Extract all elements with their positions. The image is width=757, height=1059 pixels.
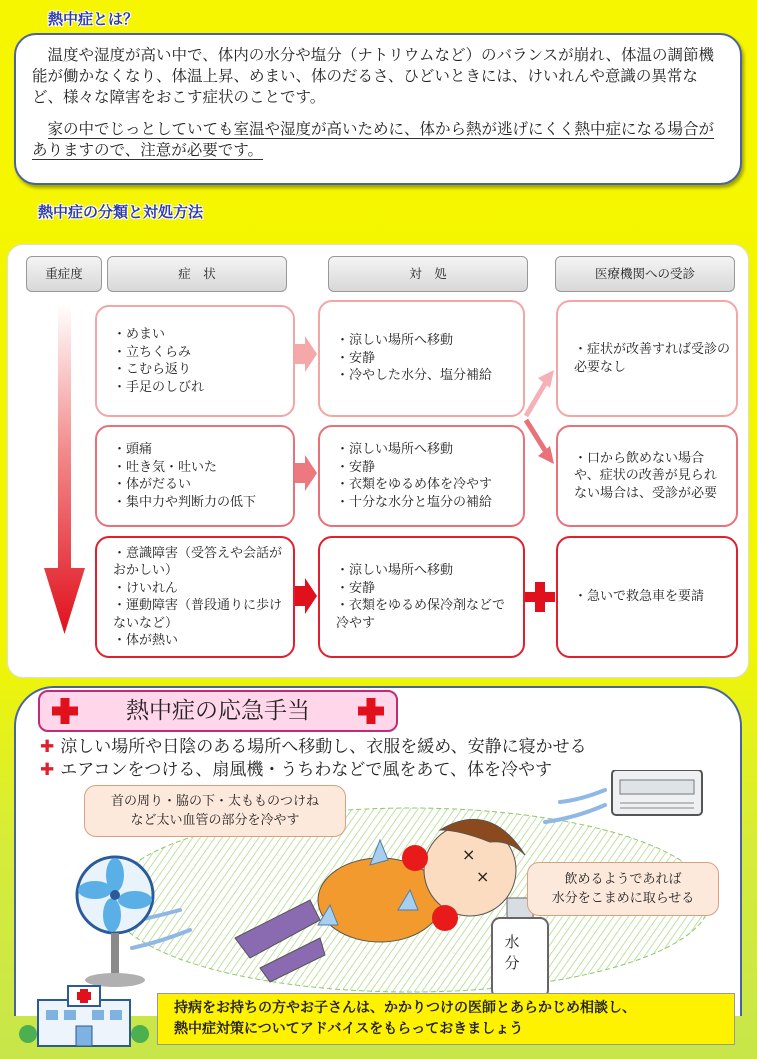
arrow-right-icon (295, 336, 317, 372)
advice-footer (157, 993, 735, 1045)
advice-line-2: 熱中症対策についてアドバイスをもらっておきましょう (174, 1021, 524, 1037)
first-aid-title-text: 熱中症の応急手当 (126, 698, 310, 724)
water-bottle-label (500, 932, 524, 974)
treatment-card-level-2 (318, 425, 525, 527)
definition-paragraph-1: 温度や湿度が高い中で、体内の水分や塩分（ナトリウムなど）のバランスが崩れ、体温の調節機能が働かなくなり、体温上昇、めまい、体のだるさ、ひどいときには、けいれんや意識の異常など、様々な障害をおこす症状のことです。 (32, 46, 715, 106)
list-item: ・ 急いで救急車を要請 (574, 588, 736, 606)
arrow-right-icon (295, 578, 317, 614)
callout-line: など太い血管の部分を冷やす (130, 813, 300, 828)
list-item: ・ 涼しい場所へ移動 (336, 332, 523, 350)
section-title-what-is-heatstroke: 熱中症とは？ (48, 10, 139, 28)
treatment-card-level-1 (318, 300, 525, 417)
list-item: ・ 衣類をゆるめ保冷剤などで冷やす (336, 597, 517, 632)
first-aid-line-2: ✚ エアコンをつける、扇風機・うちわなどで風をあて、体を冷やす (40, 760, 553, 780)
svg-text:×: × (462, 845, 476, 864)
bottle-label-line: 水 (504, 933, 520, 951)
diverging-arrows-icon (520, 368, 560, 468)
list-item: ・ 吐き気・吐いた (113, 459, 293, 477)
severity-arrow-icon (40, 300, 90, 640)
header-symptoms: 症 状 (107, 256, 287, 292)
list-item: ・ 口から飲めない場合や、症状の改善が見られない場合は、受診が必要 (574, 450, 726, 503)
list-item: ・ 症状が改善すれば受診の必要なし (574, 341, 736, 376)
list-item: ・ こむら返り (113, 361, 293, 379)
medical-card-level-1 (556, 300, 738, 417)
fan-icon (77, 857, 153, 987)
list-item: ・ 安静 (336, 350, 523, 368)
list-item: ・ 体が熱い (113, 632, 287, 650)
medical-card-level-3 (556, 536, 738, 658)
list-item: ・ 意識障害（受答えや会話がおかしい） (113, 545, 287, 580)
callout-line: 飲めるようであれば (564, 872, 682, 887)
list-item: ・ 安静 (336, 459, 523, 477)
symptom-card-level-1 (95, 305, 295, 417)
list-item: ・ 衣類をゆるめ体を冷やす (336, 476, 523, 494)
red-cross-icon (52, 698, 78, 724)
bottle-label-line: 分 (504, 954, 520, 972)
plus-icon: ✚ (40, 737, 55, 757)
list-item: ・ けいれん (113, 580, 287, 598)
section-title-classification: 熱中症の分類と対処方法 (38, 203, 204, 221)
symptom-card-level-2 (95, 425, 295, 527)
first-aid-title (38, 690, 398, 732)
header-medical: 医療機関への受診 (555, 256, 735, 292)
svg-text:×: × (476, 867, 490, 886)
list-item: ・ 集中力や判断力の低下 (113, 494, 293, 512)
list-item: ・ 運動障害（普段通りに歩けないなど） (113, 597, 287, 632)
list-item: ・ 十分な水分と塩分の補給 (336, 494, 523, 512)
list-item: ・ 手足のしびれ (113, 379, 293, 397)
header-treatment: 対 処 (328, 256, 528, 292)
medical-card-level-2 (556, 425, 738, 527)
arrow-right-icon (295, 455, 317, 491)
red-cross-icon (358, 698, 384, 724)
list-item: ・ 安静 (336, 580, 517, 598)
callout-cooling (84, 785, 346, 837)
advice-line-1: 持病をお持ちの方やお子さんは、かかりつけの医師とあらかじめ相談し、 (174, 1000, 636, 1016)
air-conditioner-icon (612, 770, 702, 815)
list-item: ・ 涼しい場所へ移動 (336, 562, 517, 580)
list-item: ・ めまい (113, 326, 293, 344)
list-item: ・ 立ちくらみ (113, 344, 293, 362)
red-cross-icon (525, 582, 555, 612)
header-severity: 重症度 (26, 256, 102, 292)
list-item: ・ 冷やした水分、塩分補給 (336, 367, 523, 385)
treatment-card-level-3 (318, 536, 525, 658)
hospital-icon (18, 982, 150, 1052)
callout-line: 水分をこまめに取らせる (551, 891, 695, 906)
first-aid-line-1: ✚ 涼しい場所や日陰のある場所へ移動し、衣服を緩め、安静に寝かせる (40, 737, 587, 757)
list-item: ・ 頭痛 (113, 441, 293, 459)
callout-hydration (527, 862, 719, 916)
callout-line: 首の周り・脇の下・太もものつけね (110, 794, 319, 809)
definition-box (14, 33, 742, 185)
plus-icon: ✚ (40, 760, 55, 780)
definition-paragraph-2: 家の中でじっとしていても室温や湿度が高いために、体から熱が逃げにくく熱中症になる場合がありますので、注意が必要です。 (32, 120, 715, 159)
symptom-card-level-3 (95, 536, 295, 658)
list-item: ・ 体がだるい (113, 476, 293, 494)
list-item: ・ 涼しい場所へ移動 (336, 441, 523, 459)
